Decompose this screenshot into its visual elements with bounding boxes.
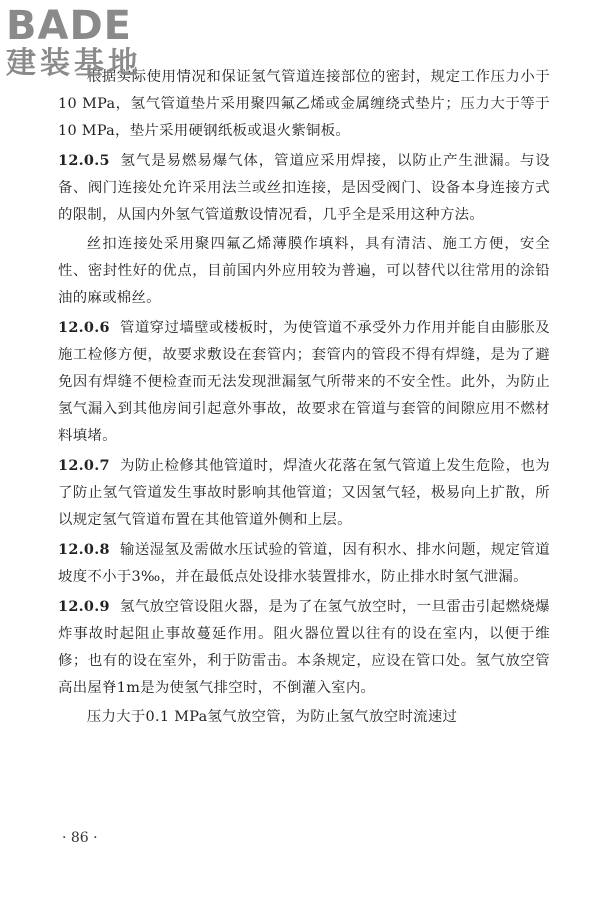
paragraph-text: 压力大于0.1 MPa氢气放空管，为防止氢气放空时流速过 — [86, 709, 458, 725]
clause-number: 12.0.9 — [58, 598, 110, 615]
clause-paragraph — [58, 147, 550, 229]
clause-paragraph — [58, 314, 550, 450]
paragraph-text: 氢气放空管设阻火器，是为了在氢气放空时，一旦雷击引起燃烧爆炸事故时起阻止事故蔓延作用。阻火器位置以往有的设在室内，以便于维修；也有的设在室外，利于防雷击。本条规定，应设在管口处。氢气放空管高出屋脊1m是为使氢气排空时，不倒灌入室内。 — [58, 599, 550, 696]
body-paragraph — [58, 704, 550, 731]
clause-number: 12.0.8 — [58, 541, 110, 558]
clause-paragraph — [58, 593, 550, 702]
paragraph-text: 管道穿过墙壁或楼板时，为使管道不承受外力作用并能自由膨胀及施工检修方便，故要求敷设在套管内；套管内的管段不得有焊缝，是为了避免因有焊缝不便检查而无法发现泄漏氢气所带来的不安全性。此外，为防止氢气漏入到其他房间引起意外事故，故要求在管道与套管的间隙应用不燃材料填堵。 — [58, 320, 550, 444]
paragraph-text: 丝扣连接处采用聚四氟乙烯薄膜作填料，具有清洁、施工方便，安全性、密封性好的优点，目前国内外应用较为普遍，可以替代以往常用的涂铅油的麻或棉丝。 — [58, 236, 550, 306]
watermark-logo — [6, 4, 142, 80]
paragraph-text: 为防止检修其他管道时，焊渣火花落在氢气管道上发生危险，也为了防止氢气管道发生事故时影响其他管道；又因氢气轻，极易向上扩散，所以规定氢气管道布置在其他管道外侧和上层。 — [58, 458, 550, 528]
paragraph-text: 氢气是易燃易爆气体，管道应采用焊接，以防止产生泄漏。与设备、阀门连接处允许采用法兰或丝扣连接，是因受阀门、设备本身连接方式的限制，从国内外氢气管道敷设情况看，几乎全是采用这种方法。 — [58, 153, 550, 223]
clause-paragraph — [58, 452, 550, 534]
page-number: · 86 · — [62, 830, 98, 846]
paragraph-text: 根据实际使用情况和保证氢气管道连接部位的密封，规定工作压力小于10 MPa，氢气管道垫片采用聚四氟乙烯或金属缠绕式垫片；压力大于等于10 MPa，垫片采用硬钢纸板或退火紫铜板。 — [58, 69, 550, 139]
clause-paragraph — [58, 536, 550, 591]
body-paragraph — [58, 231, 550, 312]
paragraph-text: 输送湿氢及需做水压试验的管道，因有积水、排水问题，规定管道坡度不小于3‰，并在最低点处设排水装置排水，防止排水时氢气泄漏。 — [58, 542, 550, 585]
clause-number: 12.0.7 — [58, 457, 110, 474]
watermark-subtitle: 建装基地 — [6, 46, 142, 81]
clause-number: 12.0.6 — [58, 319, 110, 336]
watermark-brand: BADE — [6, 3, 132, 49]
clause-number: 12.0.5 — [58, 152, 110, 169]
document-body — [58, 64, 550, 733]
